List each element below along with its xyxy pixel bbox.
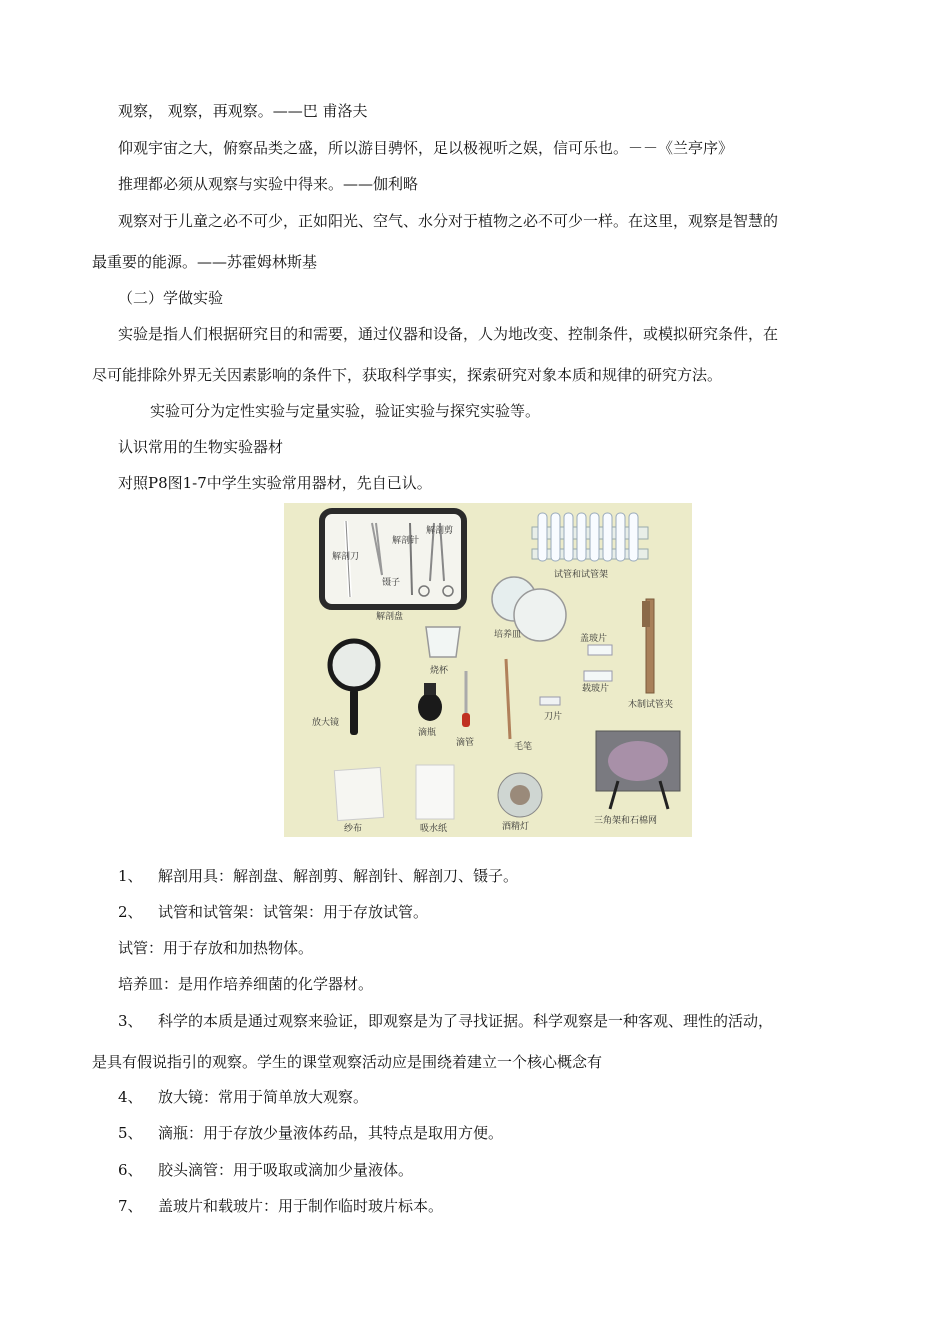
list-text: 放大镜：常用于简单放大观察。 <box>158 1088 369 1106</box>
cover-slip <box>588 645 612 655</box>
beaker <box>426 627 460 657</box>
label-dropper: 滴管 <box>456 738 475 748</box>
list-number: 2、 <box>118 903 143 921</box>
wooden-test-tube-clamp <box>642 599 654 693</box>
razor-blade <box>540 697 560 705</box>
list-number: 1、 <box>118 867 143 885</box>
experiment-definition-line1: 实验是指人们根据研究目的和需要，通过仪器和设备，人为地改变、控制条件，或模拟研究条件，在 <box>118 325 779 343</box>
list-item-7 <box>118 1196 443 1216</box>
list-number: 6、 <box>118 1161 143 1179</box>
quote-sukhomlinsky-line1: 观察对于儿童之必不可少，正如阳光、空气、水分对于植物之必不可少一样。在这里，观察是智慧的 <box>118 212 779 230</box>
petri-dish-description: 培养皿：是用作培养细菌的化学器材。 <box>118 975 374 993</box>
list-item-5 <box>118 1123 503 1143</box>
label-cover-slip: 盖玻片 <box>580 634 608 644</box>
quote-pavlov: 观察， 观察，再观察。——巴 甫洛夫 <box>118 102 368 120</box>
list-number: 3、 <box>118 1012 143 1030</box>
figure-instruction: 对照P8图1-7中学生实验常用器材，先自已认。 <box>118 474 432 492</box>
label-dissect-tray: 解剖盘 <box>376 612 404 622</box>
label-gauze: 纱布 <box>344 824 363 834</box>
list-item-2 <box>118 902 428 922</box>
lab-equipment-figure <box>284 503 692 837</box>
label-dissect-needle: 解剖针 <box>392 536 420 546</box>
label-slide: 载玻片 <box>582 684 610 694</box>
quote-lantingxu: 仰观宇宙之大，俯察品类之盛，所以游目骋怀，足以极视听之娱，信可乐也。－－《兰亭序》 <box>118 139 734 157</box>
list-text: 盖玻片和载玻片：用于制作临时玻片标本。 <box>158 1197 444 1215</box>
glass-slide <box>584 671 612 681</box>
dropper-bottle <box>418 683 442 721</box>
quote-sukhomlinsky-line2: 最重要的能源。——苏霍姆林斯基 <box>92 253 318 271</box>
section-heading: （二）学做实验 <box>118 289 224 307</box>
list-item-3-continued: 是具有假说指引的观察。学生的课堂观察活动应是围绕着建立一个核心概念有 <box>92 1053 603 1071</box>
label-dissect-knife: 解剖刀 <box>332 552 360 562</box>
label-petri-dish: 培养皿 <box>494 630 522 640</box>
list-item-4 <box>118 1087 368 1107</box>
dropper <box>462 671 470 727</box>
label-tweezers: 镊子 <box>382 578 401 588</box>
label-dissect-scissors: 解剖剪 <box>426 526 454 536</box>
label-brush: 毛笔 <box>514 742 533 752</box>
list-text: 解剖用具：解剖盘、解剖剪、解剖针、解剖刀、镊子。 <box>158 867 519 885</box>
list-number: 5、 <box>118 1124 143 1142</box>
list-text: 胶头滴管：用于吸取或滴加少量液体。 <box>158 1161 414 1179</box>
label-wood-clamp: 木制试管夹 <box>628 700 674 710</box>
label-alcohol-lamp: 酒精灯 <box>502 822 530 832</box>
experiment-definition-line2: 尽可能排除外界无关因素影响的条件下，获取科学事实，探索研究对象本质和规律的研究方法。 <box>92 366 723 384</box>
label-tripod-net: 三角架和石棉网 <box>594 816 658 826</box>
list-item-6 <box>118 1160 413 1180</box>
list-text: 滴瓶：用于存放少量液体药品，其特点是取用方便。 <box>158 1124 504 1142</box>
list-item-1 <box>118 866 518 886</box>
experiment-types: 实验可分为定性实验与定量实验，验证实验与探究实验等。 <box>150 402 541 420</box>
label-blade: 刀片 <box>544 712 563 722</box>
list-number: 4、 <box>118 1088 143 1106</box>
alcohol-lamp <box>498 773 542 817</box>
test-tube-rack <box>532 513 648 561</box>
label-test-tube-rack: 试管和试管架 <box>554 570 609 580</box>
label-beaker: 烧杯 <box>430 666 449 676</box>
tripod-and-asbestos-net <box>596 731 680 809</box>
list-item-3 <box>118 1011 773 1031</box>
blotting-paper <box>416 765 454 819</box>
label-dropper-bottle: 滴瓶 <box>418 728 437 738</box>
brush <box>506 659 510 739</box>
label-blotting-paper: 吸水纸 <box>420 824 448 834</box>
list-text: 科学的本质是通过观察来验证，即观察是为了寻找证据。科学观察是一种客观、理性的活动， <box>158 1012 774 1030</box>
label-magnifier: 放大镜 <box>312 718 340 728</box>
quote-galileo: 推理都必须从观察与实验中得来。——伽利略 <box>118 175 419 193</box>
list-text: 试管和试管架：试管架：用于存放试管。 <box>158 903 429 921</box>
gauze <box>334 767 383 820</box>
equipment-heading: 认识常用的生物实验器材 <box>118 438 284 456</box>
test-tube-description: 试管：用于存放和加热物体。 <box>118 939 314 957</box>
list-number: 7、 <box>118 1197 143 1215</box>
